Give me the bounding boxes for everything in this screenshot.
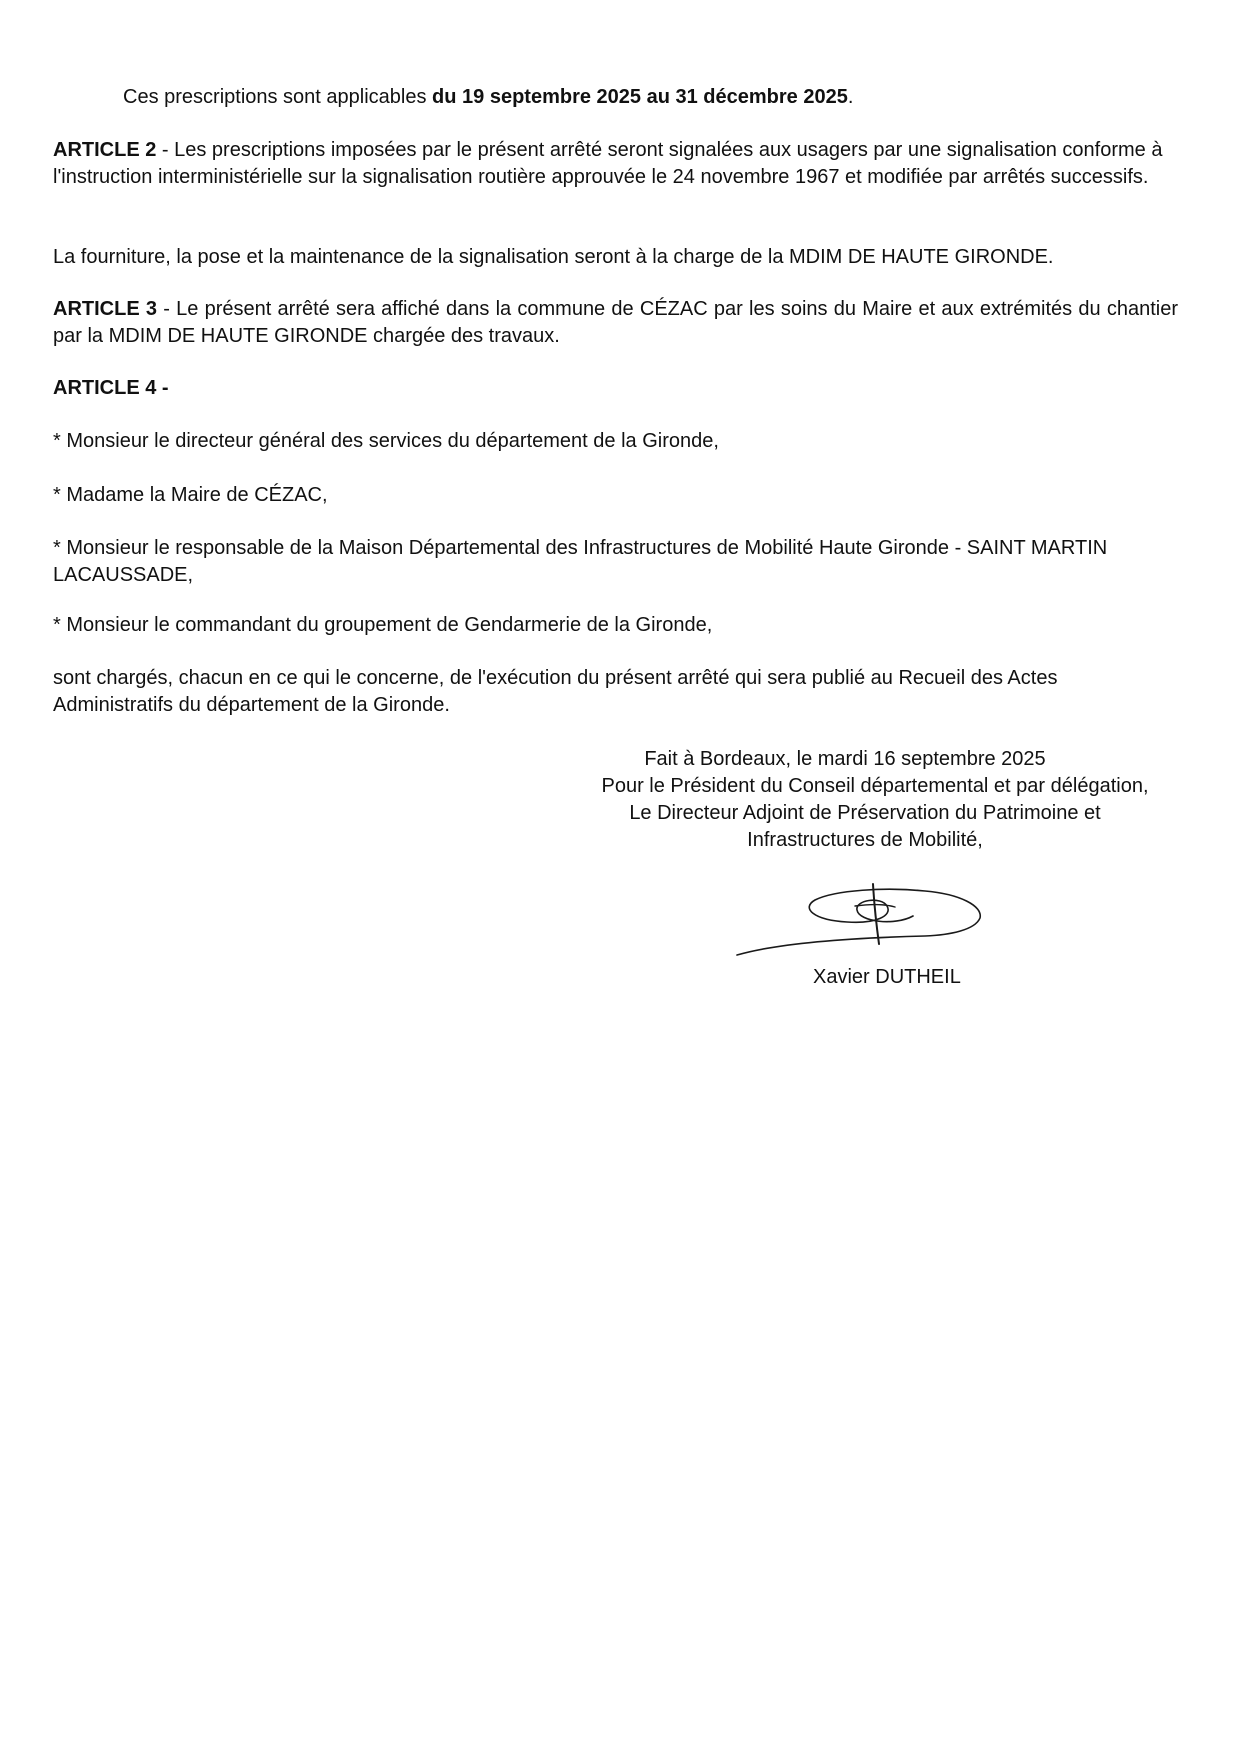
article-3-text: - Le présent arrêté sera affiché dans la commune de CÉZAC par les soins du Maire et aux extrémités du chantier par la MDIM DE HAUTE GIRONDE chargée des travaux.	[53, 298, 1178, 347]
intro-period: du 19 septembre 2025 au 31 décembre 2025	[432, 86, 848, 108]
article-3-label: ARTICLE 3	[53, 298, 158, 320]
article-2-label: ARTICLE 2	[53, 139, 157, 161]
signature-stroke-loop	[737, 889, 980, 955]
article-3-paragraph	[53, 296, 1178, 350]
article-4-label: ARTICLE 4 -	[53, 377, 169, 399]
closing-paragraph: sont chargés, chacun en ce qui le concerne, de l'exécution du présent arrêté qui sera publié au Recueil des Actes Administratifs du département de la Gironde.	[53, 667, 1058, 716]
signature-block	[540, 746, 1210, 854]
intro-suffix: .	[847, 86, 854, 108]
handwritten-signature	[735, 882, 995, 962]
recipient-item: * Monsieur le commandant du groupement de Gendarmerie de la Gironde,	[53, 614, 713, 636]
signer-name: Xavier DUTHEIL	[813, 966, 961, 988]
place-date: Fait à Bordeaux, le mardi 16 septembre 2025	[644, 748, 1046, 770]
signature-stroke-vertical	[873, 884, 879, 944]
intro-paragraph	[123, 84, 1183, 111]
article-4-heading	[53, 375, 1188, 402]
signer-title-line-1: Le Directeur Adjoint de Préservation du Patrimoine et	[629, 802, 1101, 824]
recipient-item: * Monsieur le responsable de la Maison Départemental des Infrastructures de Mobilité Haute Gironde - SAINT MARTIN LACAUSSADE,	[53, 537, 1108, 586]
intro-prefix: Ces prescriptions sont applicables	[123, 86, 433, 108]
article-2-paragraph	[53, 137, 1188, 191]
delegation-line: Pour le Président du Conseil départemental et par délégation,	[601, 775, 1149, 797]
recipient-item: * Monsieur le directeur général des services du département de la Gironde,	[53, 430, 719, 452]
signer-title-line-2: Infrastructures de Mobilité,	[747, 829, 983, 851]
recipient-item: * Madame la Maire de CÉZAC,	[53, 484, 328, 506]
article-2-text: - Les prescriptions imposées par le présent arrêté seront signalées aux usagers par une signalisation conforme à l'instruction interministérielle sur la signalisation routière approuvée le 24 novembre 1967 et modifiée par arrêtés successifs.	[53, 139, 1163, 188]
article-2-signage-paragraph: La fourniture, la pose et la maintenance de la signalisation seront à la charge de la MDIM DE HAUTE GIRONDE.	[53, 246, 1054, 268]
